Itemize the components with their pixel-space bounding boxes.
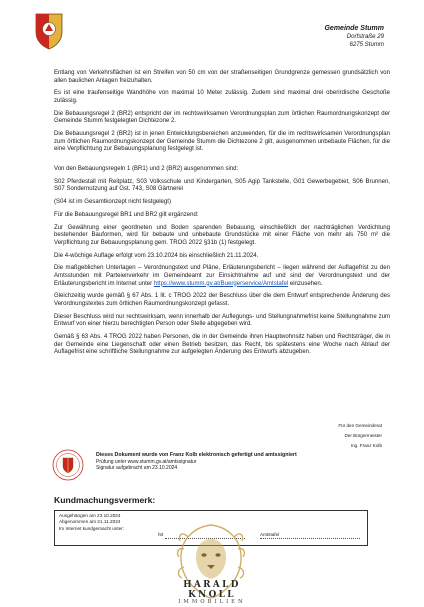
official-seal-icon: [52, 449, 84, 481]
internet-published: Im Internet kundgemacht unter:: [59, 525, 125, 531]
amtstafel-link[interactable]: https://www.stumm.gv.at/Buergerservice/Amtstafel: [153, 280, 289, 287]
closing-line: Für den Gemeinderat: [338, 423, 382, 428]
paragraph: Die 4-wöchige Auflage erfolgt vom 23.10.2024 bis einschließlich 21.11.2024.: [54, 252, 259, 259]
divider: [260, 538, 360, 539]
paragraph-text: Die maßgeblichen Unterlagen – Verordnungstext und Pläne, Erläuterungsbericht – liegen während der Auflagefrist zu den Amtsstunden mit Parteienverkehr im Gemeindeamt zur Einsichtnahme auf und sind der Verordnungstext und der Erläuterungsbericht im Internet unter: [54, 265, 390, 287]
paragraph: Es ist eine traufenseitige Wandhöhe von maximal 10 Meter zulässig. Zudem sind maximal drei oberirdische Geschoße zulässig.: [54, 90, 390, 104]
signature-statement: Dieses Dokument wurde von Franz Kolb elektronisch gefertigt und amtssigniert: [96, 452, 297, 458]
mayor-name: Ing. Franz Kolb: [350, 443, 382, 449]
closing-line: Der Bürgermeister: [344, 433, 382, 439]
municipality-crest-icon: [34, 12, 64, 50]
signature-verification: Prüfung unter www.stumm.gv.at/amtssignatur: [96, 458, 197, 465]
brand-name: HARALD KNOLL: [183, 580, 241, 600]
paragraph: Gemäß § 63 Abs. 4 TROG 2022 haben Personen, die in der Gemeinde ihren Hauptwohnsitz haben und Rechtsträger, die in der Gemeinde eine Liegenschaft oder einen Betrieb besitzen, das Recht, bis spätestens eine Woche nach Ablauf der Auflagefrist eine schriftliche Stellungnahme zur aufgelegten Änderung des Entwurfs abzugeben.: [54, 334, 390, 356]
paragraph: Von den Bebauungsregeln 1 (BR1) und 2 (BR2) ausgenommen sind:: [54, 165, 239, 172]
paragraph: (S04 ist im Gesamtkonzept nicht festgelegt): [54, 199, 171, 206]
announcement-title: Kundmachungsvermerk:: [54, 495, 156, 505]
paragraph: Die Bebauungsregel 2 (BR2) ist in jenen Entwicklungsbereichen anzuwenden, für die im rechtswirksamen Verordnungsplan zum örtlichen Raumordnungskonzept der Gemeinde Stumm die Dichtezone 2 gilt, ausgenommen unbebaute Flächen, für die eine Verpflichtung zur Bebauungsplanung festgelegt ist.: [54, 131, 390, 153]
announcement-lines: [59, 513, 124, 532]
paragraph: Zur Gewährung einer geordneten und Boden sparenden Bebauung, einschließlich der nachträglichen Verdichtung bestehender Bauformen, wird für bebaute und unbebaute Grundstücke mit einer Fläche von mehr als 750 m² die Verpflichtung zur Bebauungsplanung gem. TROG 2022 §31b (1) festgelegt.: [54, 224, 390, 246]
paragraph: Für die Bebauungsregel BR1 und BR2 gilt ergänzend:: [54, 211, 199, 218]
brand-watermark: [166, 580, 258, 605]
municipality-name: Gemeinde Stumm: [324, 25, 384, 32]
municipality-address: [324, 25, 384, 49]
paragraph: S02 Pferdestall mit Reitplatz, S03 Volksschule und Kindergarten, S05 Agip Tankstelle, G01 Gewerbegebiet, S06 Brunnen, S07 Sondernutzung auf Gst. 743, S08 Gärtnerei: [54, 178, 390, 193]
document-body: [54, 70, 390, 362]
paragraph: Gleichzeitig wurde gemäß § 67 Abs. 1 lit. c TROG 2022 der Beschluss über die dem Entwurf entsprechende Änderung des Verordnungstextes zum örtlichen Raumordnungskonzept gefasst.: [54, 293, 390, 307]
signature-date: Signatur aufgebracht am 23.10.2024: [96, 465, 178, 472]
removed-date: Abgenommen am 21.11.2024: [59, 519, 121, 525]
municipality-street: Dorfstraße 29: [346, 33, 384, 40]
paragraph-with-link: [54, 265, 390, 288]
announcement-link-stub: htt: [158, 532, 164, 537]
paragraph: Die Bebauungsregel 2 (BR2) entspricht der im rechtswirksamen Verordnungsplan zum örtlichen Raumordnungskonzept der Gemeinde Stumm festgelegten Dichtezone 2.: [54, 110, 390, 125]
municipality-postcode-city: 6275 Stumm: [349, 41, 384, 48]
electronic-signature-block: [96, 452, 297, 472]
paragraph: Entlang von Verkehrsflächen ist ein Streifen von 50 cm von der straßenseitigen Grundgrenze gemessen grundsätzlich von allen baulichen Anlagen freizuhalten.: [54, 70, 390, 84]
amtstafel-label: Amtstafel: [260, 532, 280, 537]
paragraph: Dieser Beschluss wird nur rechtswirksam, wenn innerhalb der Auflegungs- und Stellungnahmefrist keine Stellungnahme zum Entwurf von einer hierzu berechtigten Person oder Stelle abgegeben wird.: [54, 313, 390, 328]
paragraph-text-end: einzusehen.: [288, 280, 323, 287]
posted-date: Ausgehängen am 23.10.2024: [59, 513, 121, 518]
brand-subtitle: IMMOBILIEN: [178, 599, 246, 605]
closing-block: [338, 421, 382, 452]
